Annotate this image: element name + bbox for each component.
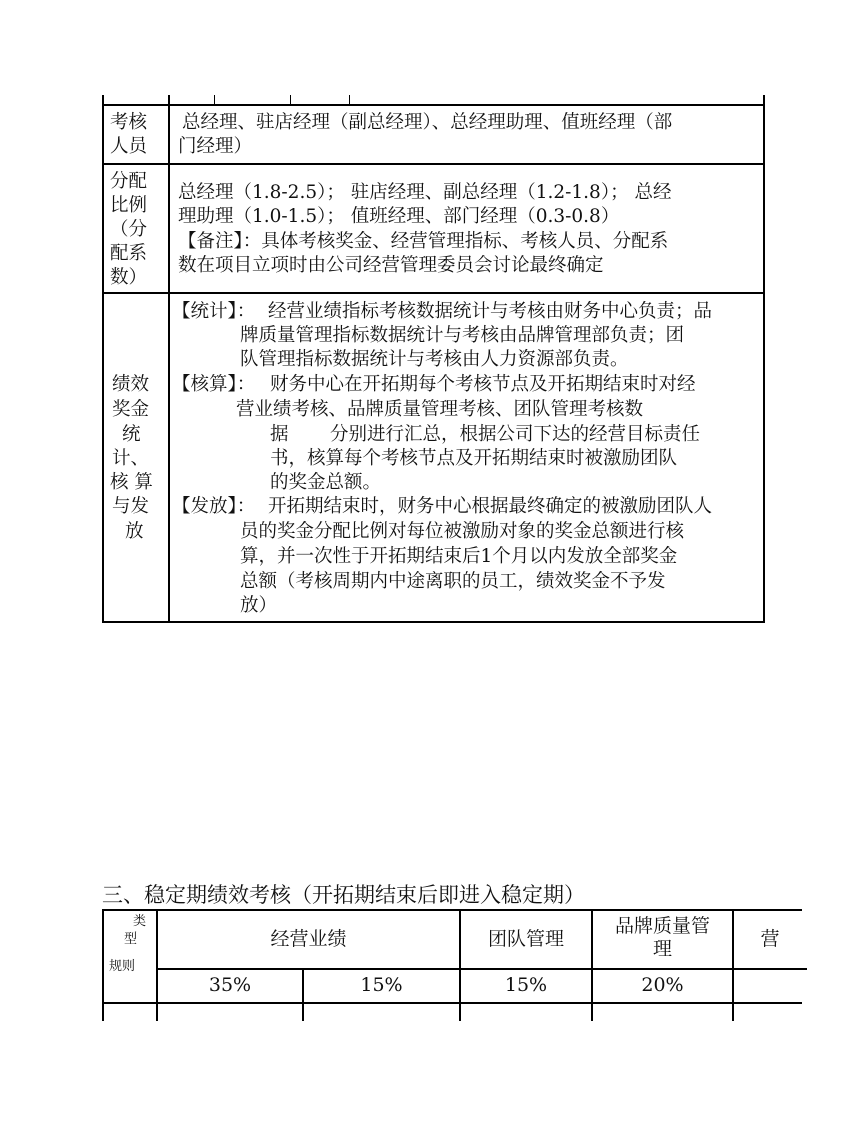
row-label: 核 算	[110, 472, 153, 493]
table-column-divider	[732, 909, 734, 1021]
table-column-divider	[459, 909, 461, 1021]
section-heading: 三、稳定期绩效考核（开拓期结束后即进入稳定期）	[102, 883, 585, 907]
header-clipped: 营	[760, 928, 780, 950]
table-border	[102, 909, 104, 1021]
header-brand-quality: 品牌质量管	[614, 915, 710, 937]
cell-text: 总额（考核周期内中途离职的员工，绩效奖金不予发	[240, 571, 666, 592]
payment-tag: 【发放】：	[172, 496, 256, 517]
weight-cell: 20%	[641, 974, 684, 996]
corner-label: 规则	[109, 959, 136, 974]
cell-text: 分别进行汇总，根据公司下达的经营目标责任	[330, 424, 701, 445]
cell-text: 据	[270, 424, 289, 445]
cell-text: 放）	[240, 595, 278, 616]
cell-text: 算，并一次性于开拓期结束后1个月以内发放全部奖金	[240, 546, 678, 567]
cell-text: 队管理指标数据统计与考核由人力资源部负责。	[240, 349, 629, 370]
cell-text: 财务中心在开拓期每个考核节点及开拓期结束时对经	[270, 374, 696, 395]
cell-text: 门经理）	[178, 136, 253, 157]
cell-text: 牌质量管理指标数据统计与考核由品牌管理部负责；团	[240, 325, 685, 346]
row-label: 分配	[110, 171, 148, 192]
corner-label: 类	[133, 914, 147, 929]
cell-text: 开拓期结束时，财务中心根据最终确定的被激励团队人	[268, 496, 713, 517]
cell-text: 【备注】：具体考核奖金、经营管理指标、考核人员、分配系	[178, 231, 669, 252]
cell-text: 书，核算每个考核节点及开拓期结束时被激励团队	[270, 448, 678, 469]
row-label: （分	[110, 219, 148, 240]
cell-text: 员的奖金分配比例对每位被激励对象的奖金总额进行核	[240, 521, 685, 542]
row-label: 奖金	[112, 399, 150, 420]
table-row-line	[102, 909, 802, 911]
cell-text: 数在项目立项时由公司经营管理委员会讨论最终确定	[178, 255, 604, 276]
header-brand-quality-cont: 理	[652, 938, 672, 960]
row-label: 数）	[110, 267, 148, 288]
header-business-performance: 经营业绩	[270, 928, 347, 950]
table-row-line	[157, 968, 807, 970]
corner-label: 型	[124, 932, 138, 947]
row-label: 统	[122, 424, 141, 445]
calculation-tag: 【核算】：	[172, 374, 256, 395]
weight-cell: 35%	[208, 974, 252, 996]
row-label: 绩效	[112, 374, 150, 395]
table-column-divider	[156, 909, 158, 1021]
row-label: 计、	[112, 448, 150, 469]
table-row-line	[102, 1002, 802, 1004]
weight-cell: 15%	[504, 974, 548, 996]
row-label: 比例	[110, 195, 148, 216]
row-label: 放	[125, 521, 144, 542]
cell-text: 理助理（1.0-1.5）； 值班经理、部门经理（0.3-0.8）	[178, 206, 620, 227]
header-team-management: 团队管理	[487, 928, 564, 950]
row-label: 考核	[110, 112, 148, 133]
statistics-tag: 【统计】：	[172, 301, 256, 322]
row-label: 人员	[110, 136, 148, 157]
cell-text: 的奖金总额。	[270, 472, 382, 493]
cell-text: 总经理、驻店经理（副总经理）、总经理助理、值班经理（部	[182, 112, 673, 133]
cell-text: 总经理（1.8-2.5）； 驻店经理、副总经理（1.2-1.8）； 总经	[178, 182, 672, 203]
weight-cell: 15%	[360, 974, 403, 996]
row-label: 与发	[112, 496, 150, 517]
cell-text: 经营业绩指标考核数据统计与考核由财务中心负责；品	[268, 301, 713, 322]
row-label: 配系	[110, 243, 148, 264]
cell-text: 营业绩考核、品牌质量管理考核、团队管理考核数	[236, 399, 644, 420]
